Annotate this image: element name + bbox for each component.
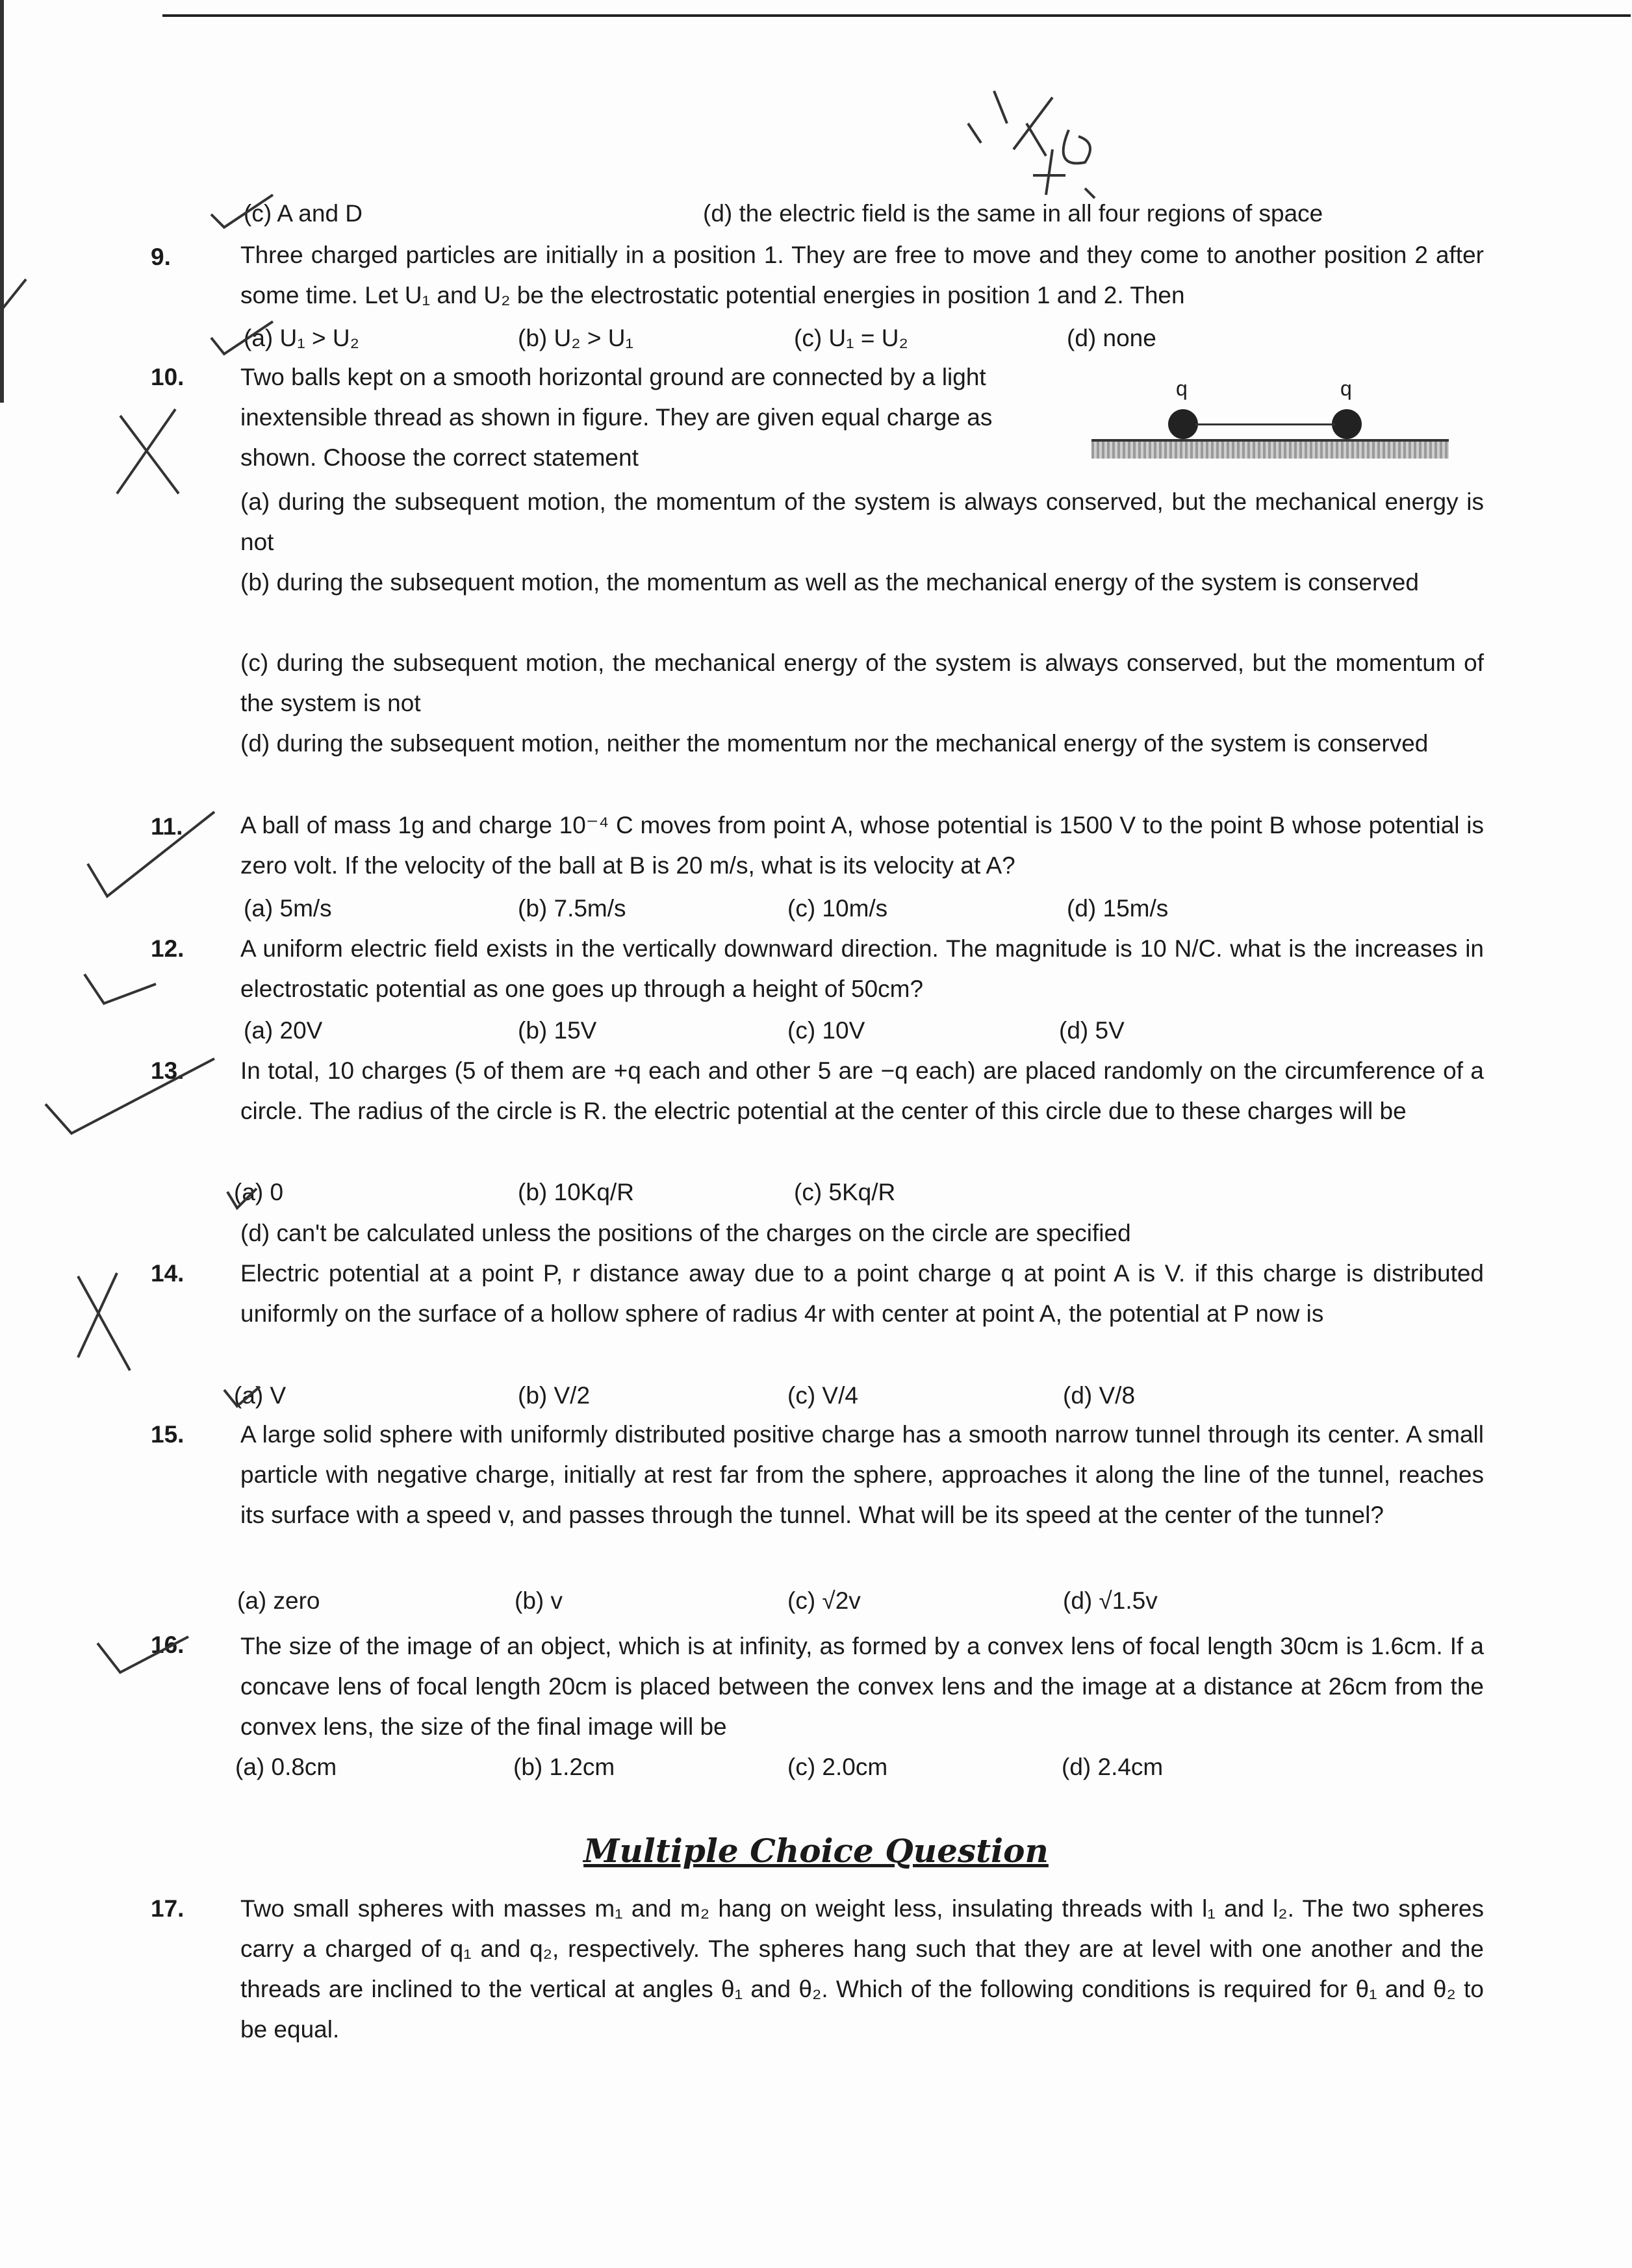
question-text: A large solid sphere with uniformly distributed positive charge has a smooth narrow tunnel through its center. A small particle with negative charge, initially at rest far from the sphere, approaches it along the line of the tunnel, reaches its surface with a speed v, and passes through the tunnel. What will be its speed at the center of the tunnel? bbox=[240, 1421, 1484, 1528]
thread-line bbox=[1195, 423, 1335, 425]
option-d: (d) can't be calculated unless the positions of the charges on the circle are specified bbox=[240, 1220, 1131, 1246]
question-number: 11. bbox=[151, 813, 183, 840]
option-a: (a) zero bbox=[237, 1587, 320, 1614]
question-text: In total, 10 charges (5 of them are +q each and other 5 are −q each) are placed randomly on the circumference of a circle. The radius of the circle is R. the electric potential at the center of this circle due to these charges will be bbox=[240, 1057, 1484, 1124]
option-c: (c) 10V bbox=[787, 1017, 865, 1044]
option-d: (d) V/8 bbox=[1063, 1382, 1136, 1409]
option-b: (b) 15V bbox=[518, 1017, 597, 1044]
option-a: (a) during the subsequent motion, the momentum of the system is always conserved, but the mechanical energy is not bbox=[240, 488, 1484, 555]
option-b: (b) v bbox=[515, 1587, 563, 1614]
question-text: The size of the image of an object, which is at infinity, as formed by a convex lens of focal length 30cm is 1.6cm. If a concave lens of focal length 20cm is placed between the convex lens and the image at a distance at 26cm from the convex lens, the size of the final image will be bbox=[240, 1633, 1484, 1740]
option-b: (b) V/2 bbox=[518, 1382, 591, 1409]
question-text: A ball of mass 1g and charge 10⁻⁴ C moves from point A, whose potential is 1500 V to the point B whose potential is zero volt. If the velocity of the ball at B is 20 m/s, what is its velocity at A? bbox=[240, 812, 1484, 879]
charge-label-left: q bbox=[1176, 377, 1188, 400]
option-a: (a) V bbox=[234, 1382, 287, 1409]
option-b: (b) 7.5m/s bbox=[518, 895, 626, 922]
option-a: (a) 20V bbox=[244, 1017, 323, 1044]
question-number: 15. bbox=[151, 1421, 185, 1448]
option-a: (a) U₁ > U₂ bbox=[244, 325, 359, 351]
option-d: (d) none bbox=[1067, 325, 1156, 351]
option-a: (a) 5m/s bbox=[244, 895, 332, 922]
ground-hatch bbox=[1091, 442, 1449, 459]
question-number: 17. bbox=[151, 1895, 185, 1922]
option-c: (c) during the subsequent motion, the mechanical energy of the system is always conserved, but the momentum of the system is not bbox=[240, 649, 1484, 716]
option-d: (d) during the subsequent motion, neither the momentum nor the mechanical energy of the system is conserved bbox=[240, 730, 1429, 757]
option-d: (d) 5V bbox=[1059, 1017, 1125, 1044]
question-text: Three charged particles are initially in a position 1. They are free to move and they come to another position 2 after some time. Let U₁ and U₂ be the electrostatic potential energies in position 1 and 2. Then bbox=[240, 242, 1484, 309]
question-text-line: inextensible thread as shown in figure. They are given equal charge as bbox=[240, 404, 993, 431]
question-text: Two small spheres with masses m₁ and m₂ hang on weight less, insulating threads with l₁ and l₂. The two spheres carry a charged of q₁ and q₂, respectively. The spheres hang such that they are at level with one another and the threads are inclined to the vertical at angles θ₁ and θ₂. Which of the following conditions is required for θ₁ and θ₂ to be equal. bbox=[240, 1895, 1484, 2043]
question-text: Electric potential at a point P, r distance away due to a point charge q at point A is V. if this charge is distributed uniformly on the surface of a hollow sphere of radius 4r with center at point A, the potential at P now is bbox=[240, 1260, 1484, 1327]
charge-label-right: q bbox=[1340, 377, 1352, 400]
question-text-line: Two balls kept on a smooth horizontal ground are connected by a light bbox=[240, 364, 986, 390]
option-d: (d) 2.4cm bbox=[1062, 1754, 1164, 1780]
option-b: (b) 1.2cm bbox=[513, 1754, 615, 1780]
two-balls-figure bbox=[1091, 377, 1449, 468]
prev-option-d: (d) the electric field is the same in all four regions of space bbox=[703, 200, 1323, 227]
option-c: (c) U₁ = U₂ bbox=[794, 325, 908, 351]
question-number: 9. bbox=[151, 244, 171, 270]
question-number: 12. bbox=[151, 935, 185, 962]
option-a: (a) 0 bbox=[234, 1179, 284, 1205]
option-b: (b) 10Kq/R bbox=[518, 1179, 634, 1205]
option-c: (c) 5Kq/R bbox=[794, 1179, 896, 1205]
option-a: (a) 0.8cm bbox=[235, 1754, 337, 1780]
option-b: (b) during the subsequent motion, the momentum as well as the mechanical energy of the system is conserved bbox=[240, 569, 1419, 596]
option-b: (b) U₂ > U₁ bbox=[518, 325, 633, 351]
option-c: (c) V/4 bbox=[787, 1382, 858, 1409]
option-c: (c) 10m/s bbox=[787, 895, 888, 922]
left-margin-line bbox=[0, 0, 4, 403]
prev-option-c: (c) A and D bbox=[244, 200, 363, 227]
question-text: A uniform electric field exists in the vertically downward direction. The magnitude is 10 N/C. what is the increases in electrostatic potential as one goes up through a height of 50cm? bbox=[240, 935, 1484, 1002]
option-d: (d) 15m/s bbox=[1067, 895, 1169, 922]
charged-ball-right bbox=[1332, 409, 1362, 439]
option-c: (c) √2v bbox=[787, 1587, 861, 1614]
option-d: (d) √1.5v bbox=[1063, 1587, 1158, 1614]
question-number: 14. bbox=[151, 1260, 185, 1287]
option-c: (c) 2.0cm bbox=[787, 1754, 888, 1780]
question-number: 10. bbox=[151, 364, 185, 390]
question-number: 13. bbox=[151, 1057, 185, 1084]
question-number: 16. bbox=[151, 1632, 185, 1658]
section-heading: Multiple Choice Question bbox=[583, 1832, 1049, 1870]
handwritten-score bbox=[955, 78, 1130, 208]
charged-ball-left bbox=[1168, 409, 1198, 439]
question-text-line: shown. Choose the correct statement bbox=[240, 444, 639, 471]
top-rule bbox=[162, 14, 1631, 17]
